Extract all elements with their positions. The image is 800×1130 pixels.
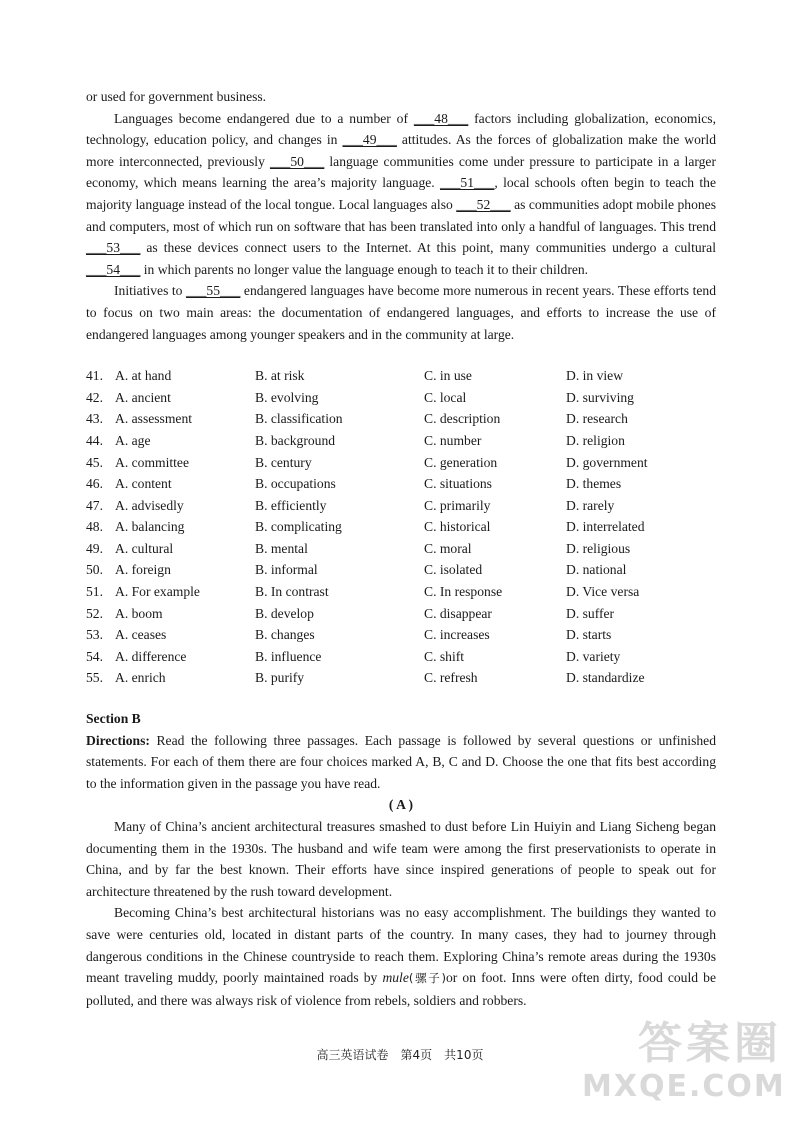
option-d[interactable]: D. variety xyxy=(566,648,621,664)
option-c[interactable]: C. refresh xyxy=(424,670,478,686)
question-number: 50. xyxy=(86,562,103,578)
watermark-logo-text: 答案圈 xyxy=(638,1018,782,1069)
option-a[interactable]: A. ancient xyxy=(115,389,171,405)
question-number: 48. xyxy=(86,519,103,535)
option-d[interactable]: D. rarely xyxy=(566,497,615,513)
question-number: 46. xyxy=(86,476,103,492)
option-c[interactable]: C. local xyxy=(424,389,467,405)
page-footer: 高三英语试卷 第4页 共10页 xyxy=(316,1048,484,1062)
paragraph-continuation: or used for government business. xyxy=(86,89,267,104)
option-a[interactable]: A. ceases xyxy=(115,627,167,643)
option-d[interactable]: D. Vice versa xyxy=(566,584,640,600)
option-d[interactable]: D. starts xyxy=(566,627,612,643)
option-a[interactable]: A. cultural xyxy=(115,540,174,556)
option-row xyxy=(86,516,716,538)
option-b[interactable]: B. at risk xyxy=(255,368,305,384)
question-number: 45. xyxy=(86,454,103,470)
option-d[interactable]: D. religion xyxy=(566,432,625,448)
option-row xyxy=(86,408,716,430)
question-number: 49. xyxy=(86,540,103,556)
option-b[interactable]: B. efficiently xyxy=(255,497,327,513)
option-d[interactable]: D. government xyxy=(566,454,648,470)
option-c[interactable]: C. shift xyxy=(424,648,465,664)
option-d[interactable]: D. themes xyxy=(566,476,622,492)
option-b[interactable]: B. informal xyxy=(255,562,318,578)
question-number: 53. xyxy=(86,627,103,643)
option-b[interactable]: B. develop xyxy=(255,605,314,621)
option-d[interactable]: D. research xyxy=(566,411,628,427)
site-watermark xyxy=(582,1018,786,1118)
blank-53[interactable]: ___53___ xyxy=(86,240,141,256)
paragraph-initiatives: Initiatives to ___55___ endangered languages have become more numerous in recent years. These efforts tend to focus on two main areas: the documentation of endangered languages, and efforts to increase the use of endangered languages among younger speakers and in the community at large. xyxy=(86,283,716,342)
option-c[interactable]: C. in use xyxy=(424,368,472,384)
option-c[interactable]: C. situations xyxy=(424,476,492,492)
option-b[interactable]: B. mental xyxy=(255,540,308,556)
option-row xyxy=(86,365,716,387)
section-b-directions: Directions: Read the following three passages. Each passage is followed by several questions or unfinished statements. For each of them there are four choices marked A, B, C and D. Choose the one that fits best according to the information given in the passage you have read. xyxy=(86,732,716,791)
directions-label: Directions: xyxy=(86,732,150,748)
option-row xyxy=(86,495,716,517)
blank-52[interactable]: ___52___ xyxy=(456,196,511,212)
option-b[interactable]: B. century xyxy=(255,454,312,470)
option-row xyxy=(86,667,716,689)
option-d[interactable]: D. standardize xyxy=(566,670,645,686)
passage-a-label: ( A ) xyxy=(388,797,414,813)
option-b[interactable]: B. changes xyxy=(255,627,315,643)
option-d[interactable]: D. surviving xyxy=(566,389,634,405)
option-row xyxy=(86,624,716,646)
option-row xyxy=(86,473,716,495)
option-d[interactable]: D. interrelated xyxy=(566,519,645,535)
option-a[interactable]: A. committee xyxy=(115,454,189,470)
term-gloss: (骡子) xyxy=(408,971,446,986)
option-b[interactable]: B. In contrast xyxy=(255,584,329,600)
passage-a-paragraph-2: Becoming China’s best architectural historians was no easy accomplishment. The buildings they wanted to save were centuries old, located in distant parts of the country. In many cases, they had to journey through dangerous conditions in the Chinese countryside to reach them. Exploring China’s remote areas during the 1930s meant traveling muddy, poorly maintained roads by mule(骡子)or on foot. Inns were often dirty, food could be polluted, and there was always risk of violence from rebels, soldiers and robbers. xyxy=(86,905,716,1008)
option-c[interactable]: C. disappear xyxy=(424,605,492,621)
question-number: 44. xyxy=(86,432,103,448)
option-c[interactable]: C. In response xyxy=(424,584,503,600)
option-row xyxy=(86,538,716,560)
section-b-title: Section B xyxy=(86,711,141,727)
option-a[interactable]: A. at hand xyxy=(115,368,172,384)
option-b[interactable]: B. evolving xyxy=(255,389,319,405)
option-a[interactable]: A. For example xyxy=(115,584,200,600)
blank-48[interactable]: ___48___ xyxy=(413,110,469,126)
option-c[interactable]: C. isolated xyxy=(424,562,483,578)
option-b[interactable]: B. complicating xyxy=(255,519,342,535)
option-a[interactable]: A. content xyxy=(115,476,172,492)
option-b[interactable]: B. purify xyxy=(255,670,305,686)
option-a[interactable]: A. boom xyxy=(115,605,163,621)
option-c[interactable]: C. increases xyxy=(424,627,490,643)
option-row xyxy=(86,581,716,603)
option-b[interactable]: B. influence xyxy=(255,648,322,664)
option-d[interactable]: D. religious xyxy=(566,540,631,556)
option-a[interactable]: A. assessment xyxy=(115,411,193,427)
question-number: 54. xyxy=(86,648,103,664)
paragraph-endangered-causes: Languages become endangered due to a number of ___48___ factors including globalization, economics, technology, education policy, and changes in ___49___ attitudes. As the forces of globalization make the world more interconnected, previously ___50___ language communities come under pressure to participate in a larger economy, which means learning the area’s majority language. ___51___, local schools often begin to teach the majority language instead of the local tongue. Local languages also ___52___ as communities adopt mobile phones and computers, most of which run on software that has been translated into only a handful of languages. This trend ___53___ as these devices connect users to the Internet. At this point, many communities undergo a cultural ___54___ in which parents no longer value the language enough to teach it to their children. xyxy=(86,110,717,277)
option-b[interactable]: B. classification xyxy=(255,411,343,427)
option-c[interactable]: C. generation xyxy=(424,454,498,470)
option-a[interactable]: A. balancing xyxy=(115,519,185,535)
option-d[interactable]: D. national xyxy=(566,562,627,578)
option-b[interactable]: B. occupations xyxy=(255,476,336,492)
option-row xyxy=(86,646,716,668)
blank-55[interactable]: ___55___ xyxy=(186,283,241,299)
blank-54[interactable]: ___54___ xyxy=(86,261,141,277)
option-c[interactable]: C. primarily xyxy=(424,497,491,513)
option-row xyxy=(86,387,716,409)
option-row xyxy=(86,603,716,625)
term-mule: mule xyxy=(382,970,409,986)
option-b[interactable]: B. background xyxy=(255,432,336,448)
option-row xyxy=(86,559,716,581)
option-a[interactable]: A. age xyxy=(115,432,151,448)
option-c[interactable]: C. number xyxy=(424,432,482,448)
option-d[interactable]: D. suffer xyxy=(566,605,615,621)
option-a[interactable]: A. difference xyxy=(115,648,187,664)
page-content xyxy=(86,86,716,1011)
watermark-url: MXQE.COM xyxy=(582,1069,786,1104)
option-c[interactable]: C. description xyxy=(424,411,501,427)
blank-49[interactable]: ___49___ xyxy=(342,132,397,148)
option-c[interactable]: C. historical xyxy=(424,519,491,535)
option-row xyxy=(86,430,716,452)
blank-50[interactable]: ___50___ xyxy=(269,153,325,169)
blank-51[interactable]: ___51___ xyxy=(440,175,495,191)
question-number: 42. xyxy=(86,389,103,405)
question-number: 47. xyxy=(86,497,103,513)
option-a[interactable]: A. foreign xyxy=(115,562,171,578)
option-a[interactable]: A. enrich xyxy=(115,670,166,686)
option-d[interactable]: D. in view xyxy=(566,368,624,384)
question-number: 55. xyxy=(86,670,103,686)
question-number: 43. xyxy=(86,411,103,427)
question-number: 41. xyxy=(86,368,103,384)
question-number: 51. xyxy=(86,584,103,600)
question-number: 52. xyxy=(86,605,103,621)
option-row xyxy=(86,452,716,474)
passage-a-paragraph-1: Many of China’s ancient architectural treasures smashed to dust before Lin Huiyin and Liang Sicheng began documenting them in the 1930s. The husband and wife team were among the first preservationists to operate in China, and by far the best known. Their efforts have since inspired generations of people to speak out for architecture threatened by the rush toward development. xyxy=(86,819,716,899)
options-table xyxy=(86,365,716,689)
option-a[interactable]: A. advisedly xyxy=(115,497,184,513)
option-c[interactable]: C. moral xyxy=(424,540,472,556)
